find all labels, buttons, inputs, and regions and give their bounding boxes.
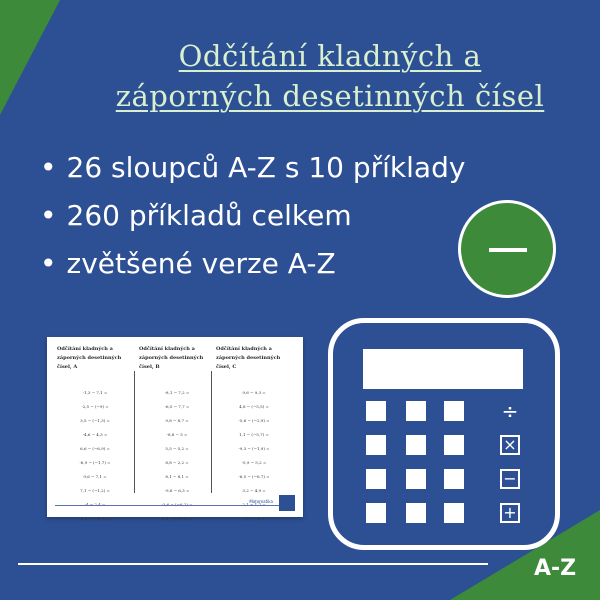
problem: 5,5 − 5,2 =	[165, 446, 189, 451]
problem: -1,3 − 7,1 =	[82, 390, 108, 395]
minus-icon	[458, 200, 556, 298]
minus-bar	[489, 248, 527, 252]
calculator-key	[444, 401, 464, 421]
calculator-key	[366, 435, 386, 455]
problem: -1,7 − 6 =	[243, 516, 265, 521]
problem: -9,3 − (−1,9) =	[238, 446, 270, 451]
problem: 4,8 − (−5,5) =	[239, 404, 269, 409]
problem: -5,2 − (−6,7) =	[79, 516, 111, 521]
worksheet-column-b	[139, 345, 215, 526]
feature-item: • zvětšené verze A-Z	[40, 240, 465, 288]
calculator-key	[366, 401, 386, 421]
calculator-key	[444, 503, 464, 523]
page-title	[95, 36, 565, 116]
calculator-screen	[363, 349, 523, 389]
problem: 1,1 − (−5,7) =	[239, 432, 269, 437]
column-divider	[134, 371, 135, 493]
bottom-divider	[18, 563, 488, 565]
title-line-2: záporných desetinných čísel	[115, 79, 545, 113]
worksheet-column-a	[57, 345, 133, 526]
calculator-key	[366, 469, 386, 489]
divide-icon: ÷	[501, 399, 519, 423]
calculator-logo-icon	[279, 495, 295, 511]
feature-item: • 260 příkladů celkem	[40, 192, 465, 240]
worksheet-heading: Odčítání kladných a záporných desetinných čísel, B	[139, 346, 204, 370]
problem: -4,6 − 4,3 =	[82, 432, 108, 437]
problem: -5,9 − 5,2 =	[241, 460, 267, 465]
problem: -6,9 − (−1,7) =	[79, 460, 111, 465]
problem: -6,5 − 7,7 =	[164, 404, 190, 409]
calculator-key	[444, 469, 464, 489]
green-corner-top-left	[0, 0, 60, 115]
calculator-key	[366, 503, 386, 523]
problem: 9,6 − 9,3 =	[242, 390, 266, 395]
calculator-key	[444, 435, 464, 455]
problem: -8,8 − 5 =	[166, 432, 188, 437]
feature-item: • 26 sloupců A-Z s 10 příklady	[40, 144, 465, 192]
calculator-key	[406, 435, 426, 455]
problem: 6,6 − (−6,9) =	[80, 446, 110, 451]
calculator-icon	[328, 318, 560, 550]
problem: 7,1 − (−1,2) =	[80, 488, 110, 493]
worksheet-preview	[47, 337, 303, 521]
problem: 3,5 − (−1,3) =	[80, 418, 110, 423]
title-line-1: Odčítání kladných a	[178, 39, 482, 73]
calculator-key	[406, 401, 426, 421]
multiply-icon: ×	[500, 435, 520, 455]
problem: 9,6 − 7,1 =	[83, 474, 107, 479]
worksheet-footer-label: Matematika	[249, 499, 273, 504]
problem: 8,8 − 2,2 =	[165, 460, 189, 465]
calculator-key	[406, 503, 426, 523]
problem: 6,1 − (−9,2) =	[162, 516, 192, 521]
problem: -6,5 − (−6,7) =	[238, 474, 270, 479]
problem: 9,8 − 8,7 =	[165, 418, 189, 423]
problem: -2,5 − (−9) =	[81, 404, 109, 409]
worksheet-footer-line	[55, 505, 295, 506]
add-icon: +	[500, 503, 520, 523]
calculator-key	[406, 469, 426, 489]
subtract-icon: −	[500, 469, 520, 489]
problem: -8,1 − 7,2 =	[164, 390, 190, 395]
problem: 8,1 − 8,1 =	[165, 474, 189, 479]
worksheet-heading: Odčítání kladných a záporných desetinných čísel, C	[216, 346, 281, 370]
worksheet-heading: Odčítání kladných a záporných desetinných čísel, A	[57, 346, 122, 370]
problem: -9,6 − 6,3 =	[164, 488, 190, 493]
range-badge: A-Z	[534, 556, 577, 581]
column-divider	[211, 371, 212, 493]
problem: 3,2 − 4,9 =	[242, 488, 266, 493]
feature-list	[40, 144, 465, 288]
problem: -5,6 − (−2,9) =	[238, 418, 270, 423]
